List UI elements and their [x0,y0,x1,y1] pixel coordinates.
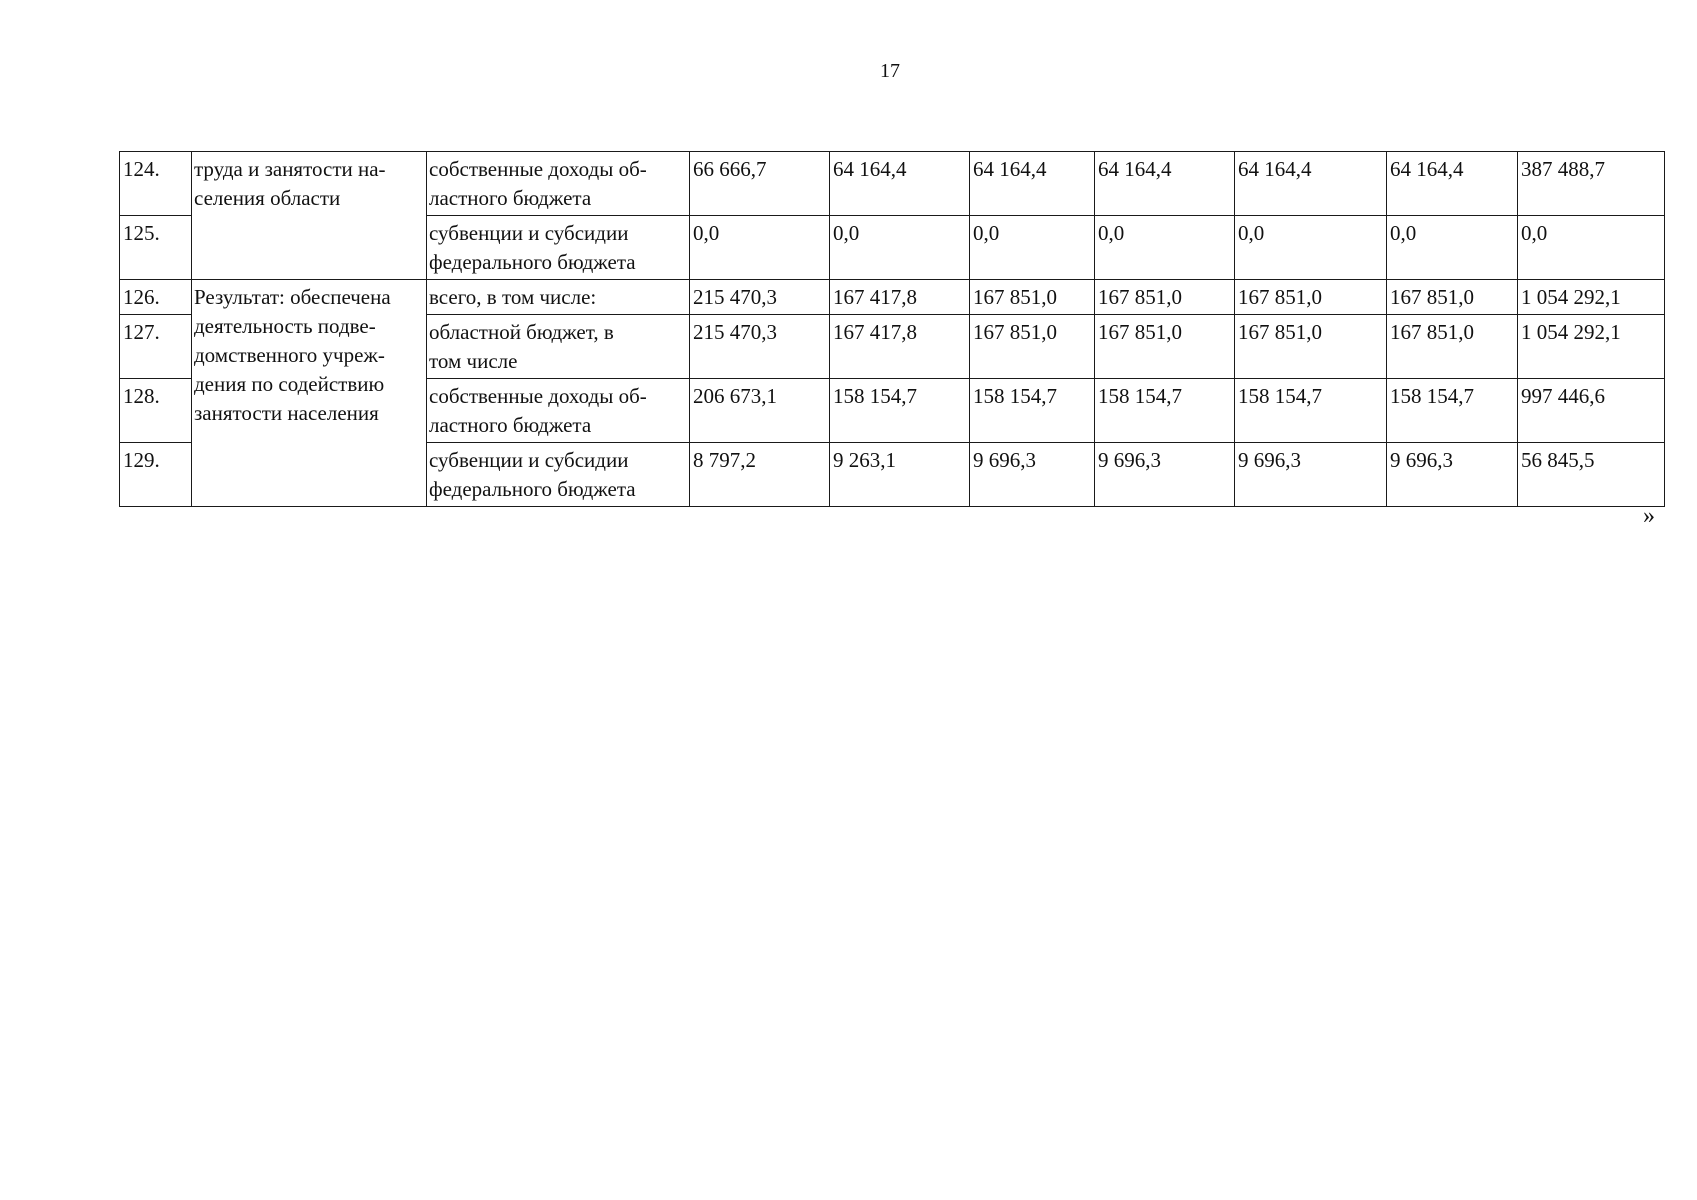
total-cell: 56 845,5 [1518,443,1665,507]
table-row [120,152,1665,216]
value-cell: 9 263,1 [830,443,970,507]
value-cell: 167 851,0 [1235,315,1387,379]
row-number: 124. [120,152,192,216]
funding-source-cell [427,379,690,443]
value-cell: 158 154,7 [830,379,970,443]
value-cell: 0,0 [830,216,970,280]
table-row [120,280,1665,315]
value-cell: 167 851,0 [970,315,1095,379]
value-cell: 64 164,4 [1095,152,1235,216]
row-number: 129. [120,443,192,507]
value-cell: 215 470,3 [690,280,830,315]
value-cell: 64 164,4 [970,152,1095,216]
value-cell: 9 696,3 [970,443,1095,507]
value-cell: 158 154,7 [1387,379,1518,443]
budget-table [119,151,1665,507]
value-cell: 158 154,7 [1235,379,1387,443]
value-cell: 167 417,8 [830,315,970,379]
value-cell: 9 696,3 [1095,443,1235,507]
funding-source-text: собственные доходы об- ластного бюджета [429,384,647,437]
value-cell: 0,0 [1235,216,1387,280]
value-cell: 206 673,1 [690,379,830,443]
value-cell: 8 797,2 [690,443,830,507]
table-body [120,152,1665,507]
value-cell: 158 154,7 [1095,379,1235,443]
value-cell: 167 851,0 [1235,280,1387,315]
funding-source-text: субвенции и субсидии федерального бюджета [429,221,636,274]
total-cell: 387 488,7 [1518,152,1665,216]
value-cell: 0,0 [1095,216,1235,280]
total-cell: 1 054 292,1 [1518,280,1665,315]
row-number: 126. [120,280,192,315]
value-cell: 167 851,0 [1387,280,1518,315]
value-cell: 9 696,3 [1235,443,1387,507]
category-text: труда и занятости на- селения области [194,157,386,210]
funding-source-text: всего, в том числе: [429,285,597,309]
value-cell: 64 164,4 [1235,152,1387,216]
value-cell: 0,0 [1387,216,1518,280]
category-cell [192,152,427,280]
value-cell: 167 851,0 [970,280,1095,315]
row-number: 128. [120,379,192,443]
value-cell: 64 164,4 [1387,152,1518,216]
funding-source-cell [427,280,690,315]
value-cell: 66 666,7 [690,152,830,216]
funding-source-cell [427,443,690,507]
value-cell: 167 417,8 [830,280,970,315]
value-cell: 167 851,0 [1095,315,1235,379]
funding-source-text: областной бюджет, в том числе [429,320,614,373]
funding-source-text: субвенции и субсидии федерального бюджета [429,448,636,501]
funding-source-text: собственные доходы об- ластного бюджета [429,157,647,210]
value-cell: 167 851,0 [1387,315,1518,379]
category-cell [192,280,427,507]
page-number: 17 [880,60,900,82]
value-cell: 64 164,4 [830,152,970,216]
closing-quote: » [1643,503,1655,529]
value-cell: 9 696,3 [1387,443,1518,507]
total-cell: 1 054 292,1 [1518,315,1665,379]
value-cell: 167 851,0 [1095,280,1235,315]
funding-source-cell [427,152,690,216]
funding-source-cell [427,216,690,280]
value-cell: 215 470,3 [690,315,830,379]
total-cell: 0,0 [1518,216,1665,280]
value-cell: 158 154,7 [970,379,1095,443]
value-cell: 0,0 [970,216,1095,280]
row-number: 127. [120,315,192,379]
category-text: Результат: обеспечена деятельность подве- домственного учреж- дения по содействию занятости населения [194,285,391,425]
total-cell: 997 446,6 [1518,379,1665,443]
funding-source-cell [427,315,690,379]
row-number: 125. [120,216,192,280]
value-cell: 0,0 [690,216,830,280]
